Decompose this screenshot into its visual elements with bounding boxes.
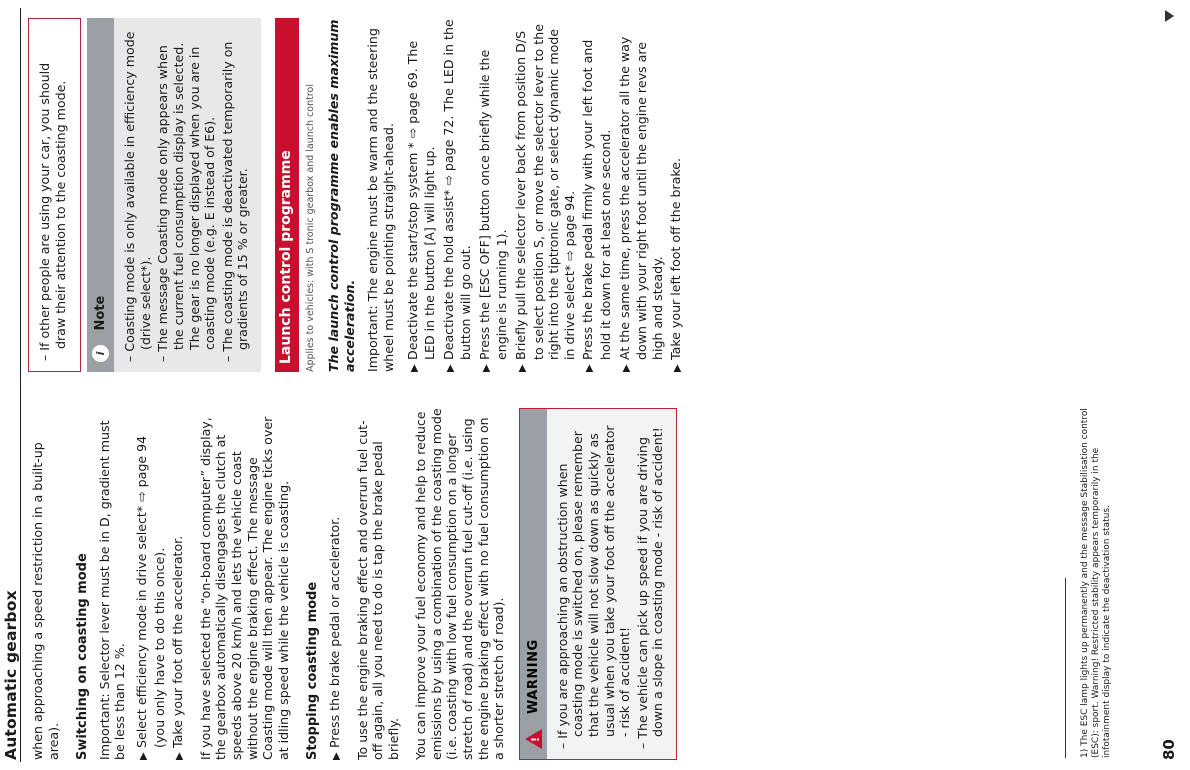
note-header — [87, 18, 114, 372]
economy-paragraph: You can improve your fuel economy and help to reduce emissions by using a combination of the coasting mode (i.e. coasting with low fuel consumption on a longer stretch of road) and the overrun fuel cut-off (i.e. using the engine braking effect with no fuel consumption on a shorter stretch of road). — [413, 408, 507, 760]
arrow-right-icon: ▶ — [672, 364, 684, 372]
engine-brake-paragraph: To use the engine braking effect and overrun fuel cut-off again, all you need to do is tap the brake pedal briefly. — [354, 420, 401, 760]
arrow-right-icon: ▶ — [174, 752, 186, 760]
switching-bullet-2: ▶Take your foot off the accelerator. — [170, 408, 188, 760]
arrow-right-icon: ▶ — [620, 364, 632, 372]
launch-control-heading: Launch control programme — [275, 18, 299, 372]
arrow-right-icon: ▶ — [517, 364, 529, 372]
intro-text: when approaching a speed restriction in a built-up area). — [30, 442, 61, 760]
header-rule — [20, 8, 21, 762]
info-icon: i — [92, 345, 109, 362]
warning-item-2: – The vehicle can pick up speed if you are driving down a slope in coasting mode - risk of accident! — [634, 427, 666, 749]
launch-important: Important: The engine must be warm and the steering wheel must be pointing straight-ahead. — [365, 28, 396, 372]
footnote-text: The ESC lamp lights up permanently and the message Stabilisation control (ESC): sport. Warning! Restricted stability appears temporarily in the infotainment display to indicate the deactivation status. — [1080, 408, 1112, 758]
arrow-right-icon: ▶ — [584, 364, 596, 372]
arrow-right-icon: ▶ — [444, 364, 456, 372]
launch-bullet-4: ▶Briefly pull the selector lever back from position D/S to select position S, or move the selector lever to the right into the tiptronic gate, or select dynamic mode in drive select* ⇨ page 94. — [513, 24, 577, 372]
launch-bullet-6: ▶At the same time, press the accelerator all the way down with your right foot until the engine revs are high and steady. — [616, 36, 665, 372]
arrow-right-icon: ▶ — [408, 364, 420, 372]
warning-header — [520, 409, 547, 759]
arrow-right-icon: ▶ — [330, 752, 342, 760]
left-column — [30, 408, 677, 760]
warning-continuation-box — [28, 18, 81, 372]
right-column — [28, 18, 689, 372]
stopping-heading: Stopping coasting mode — [305, 581, 321, 760]
launch-lead: The launch control programme enables maximum acceleration. — [326, 19, 357, 372]
page-number: 80 — [1160, 739, 1178, 760]
warning-box — [519, 408, 677, 760]
warning-title: WARNING — [525, 639, 541, 714]
selected-paragraph: If you have selected the “on-board computer” display, the gearbox automatically disengages the clutch at speeds above 20 km/h and lets the vehicle coast without the engine braking effect. The message Coasting mode will then appear. The engine ticks over at idling speed while the vehicle is coasting. — [197, 416, 291, 760]
launch-bullet-3: ▶Press the [ESC OFF] button once briefly while the engine is running 1). — [476, 49, 510, 372]
launch-bullet-2: ▶Deactivate the hold assist* ⇨ page 72. The LED in the button will go out. — [440, 19, 474, 372]
launch-bullet-7: ▶Take your left foot off the brake. — [668, 18, 686, 372]
continue-triangle-icon — [1165, 10, 1174, 22]
note-item-3: – The coasting mode is deactivated temporarily on gradients of 15 % or greater. — [219, 41, 251, 362]
note-item-1: – Coasting mode is only available in efficiency mode (drive select*). — [122, 31, 153, 362]
switching-important: Important: Selector lever must be in D, gradient must be less than 12 %. — [96, 420, 128, 760]
stopping-bullet: ▶Press the brake pedal or accelerator. — [327, 408, 345, 760]
arrow-right-icon: ▶ — [480, 364, 492, 372]
page-header-title: Automatic gearbox — [2, 590, 20, 760]
launch-bullet-1: ▶Deactivate the start/stop system * ⇨ page 69. The LED in the button [A] will light up. — [404, 40, 438, 372]
footnote-mark: 1) — [1080, 748, 1090, 758]
footnote-rule — [1065, 578, 1066, 758]
applies-to-text: Applies to vehicles: with S tronic gearbox and launch control — [304, 84, 316, 372]
note-box — [87, 18, 261, 372]
switching-heading: Switching on coasting mode — [75, 553, 91, 760]
warning-item-1: – If you are approaching an obstruction when coasting mode is switched on, please remember that the vehicle will not slow down as quickly as usual when you take your foot off the accelerator - risk of accident! — [554, 425, 633, 749]
warning-triangle-icon: ! — [525, 729, 542, 749]
note-title: Note — [93, 295, 109, 331]
warning-body — [547, 409, 676, 759]
footnote — [1080, 398, 1113, 758]
continuation-item: – If other people are using your car, you should draw their attention to the coasting mode. — [37, 62, 68, 361]
launch-bullet-5: ▶Press the brake pedal firmly with your left foot and hold it down for at least one second. — [580, 39, 614, 372]
switching-bullet-1: ▶Select efficiency mode in drive select* ⇨ page 94 (you only have to do this once). — [133, 435, 167, 760]
note-item-2: – The message Coasting mode only appears when the current fuel consumption display is selected. The gear is no longer displayed when you are in coasting mode (e.g. E instead of E6). — [155, 42, 218, 362]
note-body — [114, 18, 261, 372]
arrow-right-icon: ▶ — [137, 752, 149, 760]
